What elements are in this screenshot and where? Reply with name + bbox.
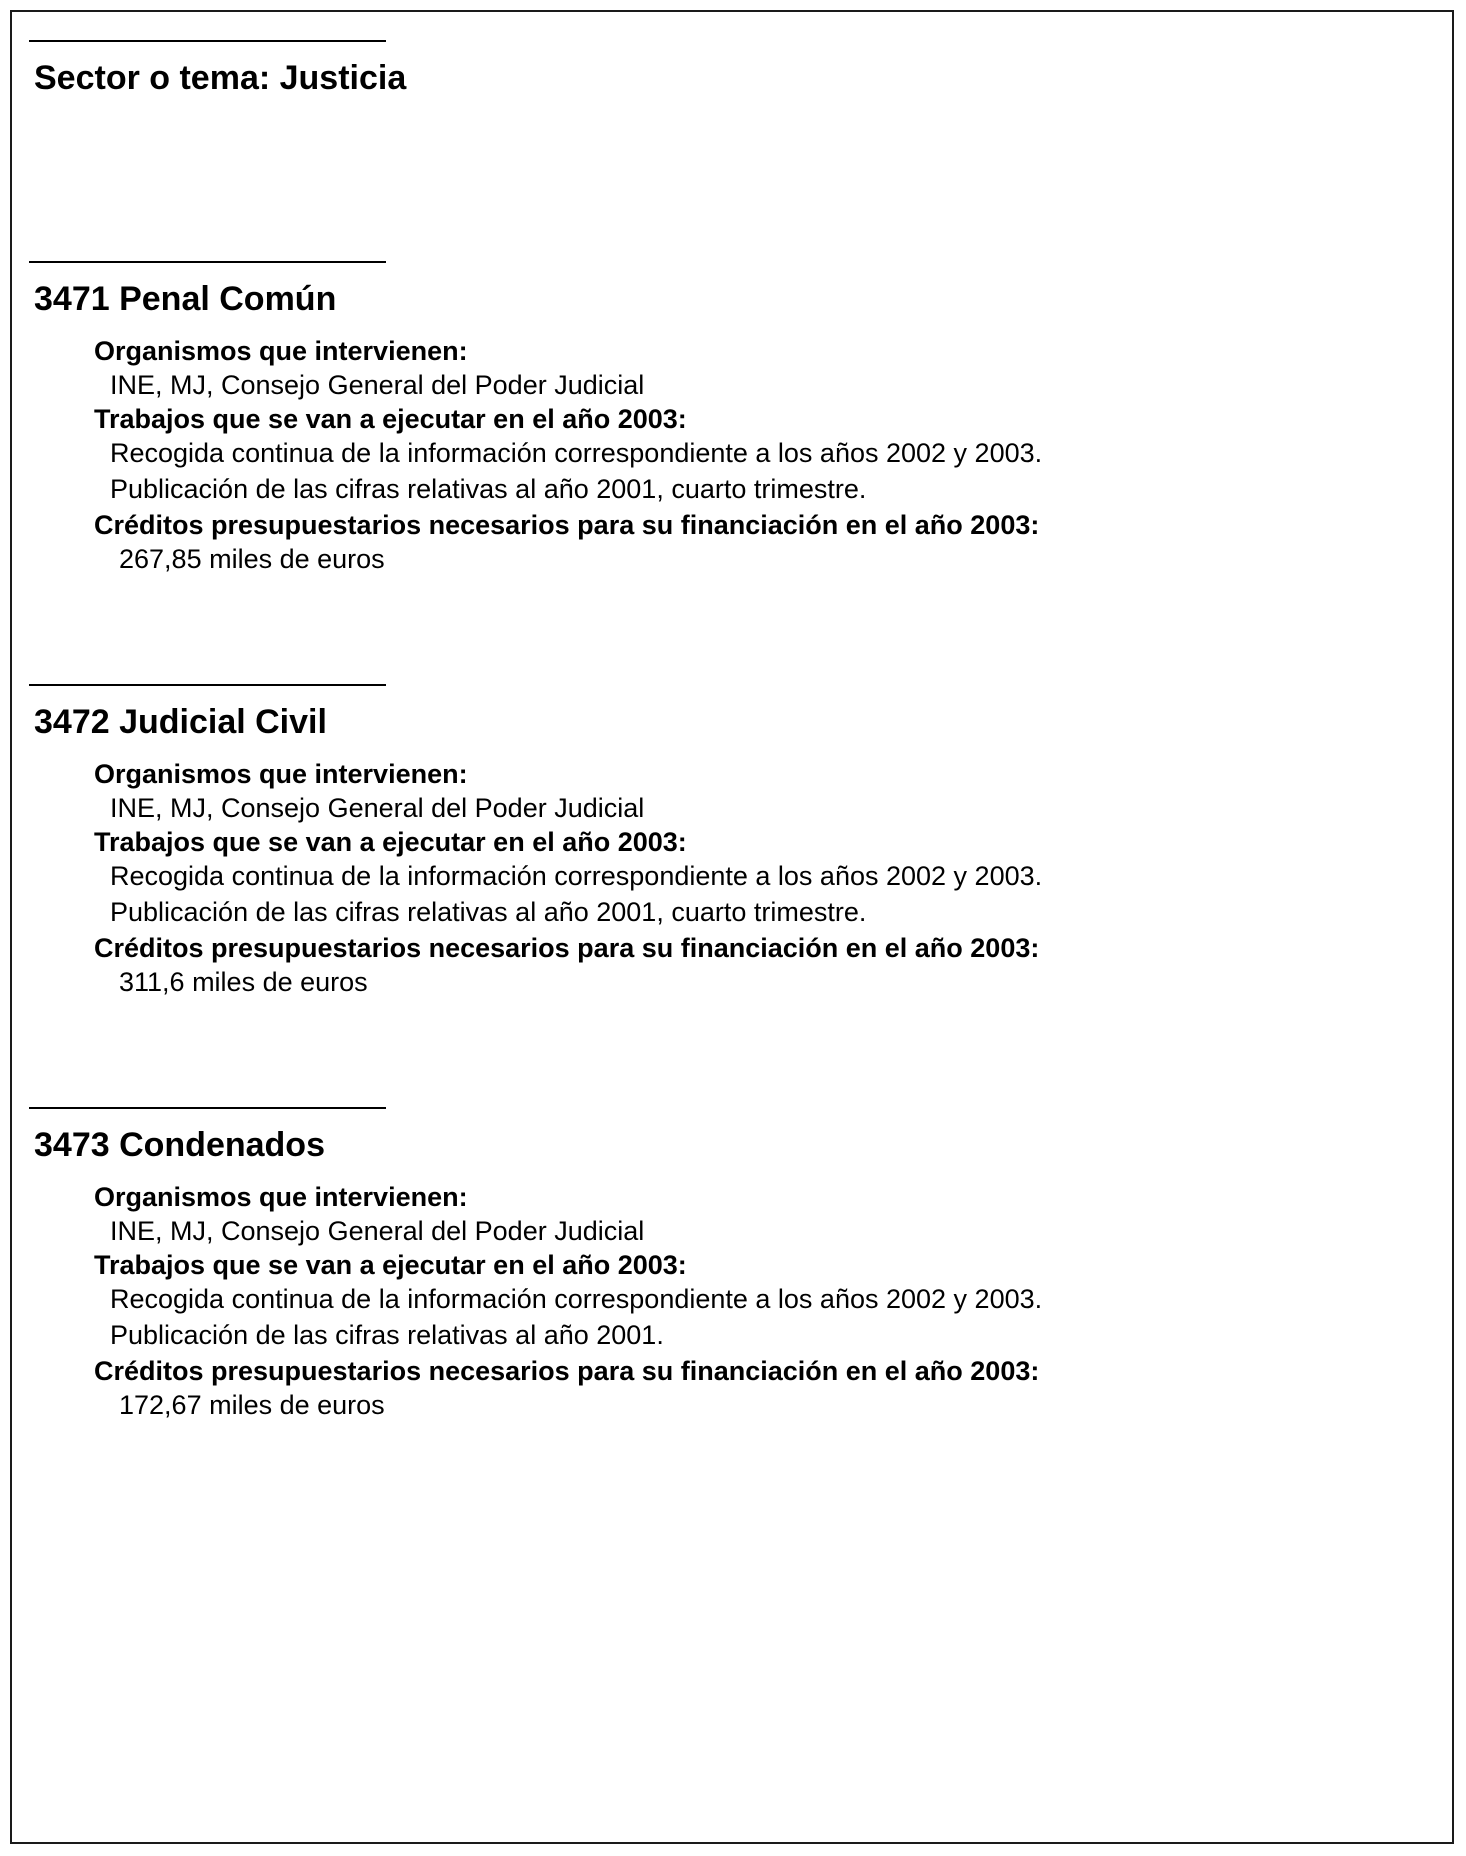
program-details: [94, 757, 1294, 999]
trabajos-item: Publicación de las cifras relativas al año 2001, cuarto trimestre.: [110, 474, 867, 504]
trabajos-item: Recogida continua de la información correspondiente a los años 2002 y 2003.: [110, 438, 1043, 468]
trabajos-label: Trabajos que se van a ejecutar en el año 2003:: [94, 404, 687, 434]
trabajos-item: Publicación de las cifras relativas al año 2001.: [110, 1320, 664, 1350]
organismos-value: INE, MJ, Consejo General del Poder Judicial: [110, 370, 645, 400]
creditos-value: 172,67 miles de euros: [119, 1390, 385, 1420]
organismos-value: INE, MJ, Consejo General del Poder Judicial: [110, 1216, 645, 1246]
trabajos-label: Trabajos que se van a ejecutar en el año 2003:: [94, 1250, 687, 1280]
creditos-label: Créditos presupuestarios necesarios para su financiación en el año 2003:: [94, 933, 1040, 963]
program-rule: [29, 1107, 386, 1109]
program-title: 3472 Judicial Civil: [34, 703, 327, 741]
program-title: 3473 Condenados: [34, 1126, 325, 1164]
sector-rule: [29, 40, 386, 42]
program-details: [94, 1180, 1294, 1422]
program-title: 3471 Penal Común: [34, 280, 337, 318]
organismos-label: Organismos que intervienen:: [94, 1182, 468, 1212]
trabajos-label: Trabajos que se van a ejecutar en el año 2003:: [94, 827, 687, 857]
program-rule: [29, 261, 386, 263]
creditos-value: 311,6 miles de euros: [119, 967, 368, 997]
program-details: [94, 334, 1294, 576]
trabajos-item: Publicación de las cifras relativas al año 2001, cuarto trimestre.: [110, 897, 867, 927]
organismos-label: Organismos que intervienen:: [94, 759, 468, 789]
trabajos-item: Recogida continua de la información correspondiente a los años 2002 y 2003.: [110, 861, 1043, 891]
program-rule: [29, 684, 386, 686]
creditos-value: 267,85 miles de euros: [119, 544, 385, 574]
organismos-value: INE, MJ, Consejo General del Poder Judicial: [110, 793, 645, 823]
creditos-label: Créditos presupuestarios necesarios para su financiación en el año 2003:: [94, 510, 1040, 540]
sector-title: Sector o tema: Justicia: [34, 59, 407, 97]
creditos-label: Créditos presupuestarios necesarios para su financiación en el año 2003:: [94, 1356, 1040, 1386]
organismos-label: Organismos que intervienen:: [94, 336, 468, 366]
trabajos-item: Recogida continua de la información correspondiente a los años 2002 y 2003.: [110, 1284, 1043, 1314]
